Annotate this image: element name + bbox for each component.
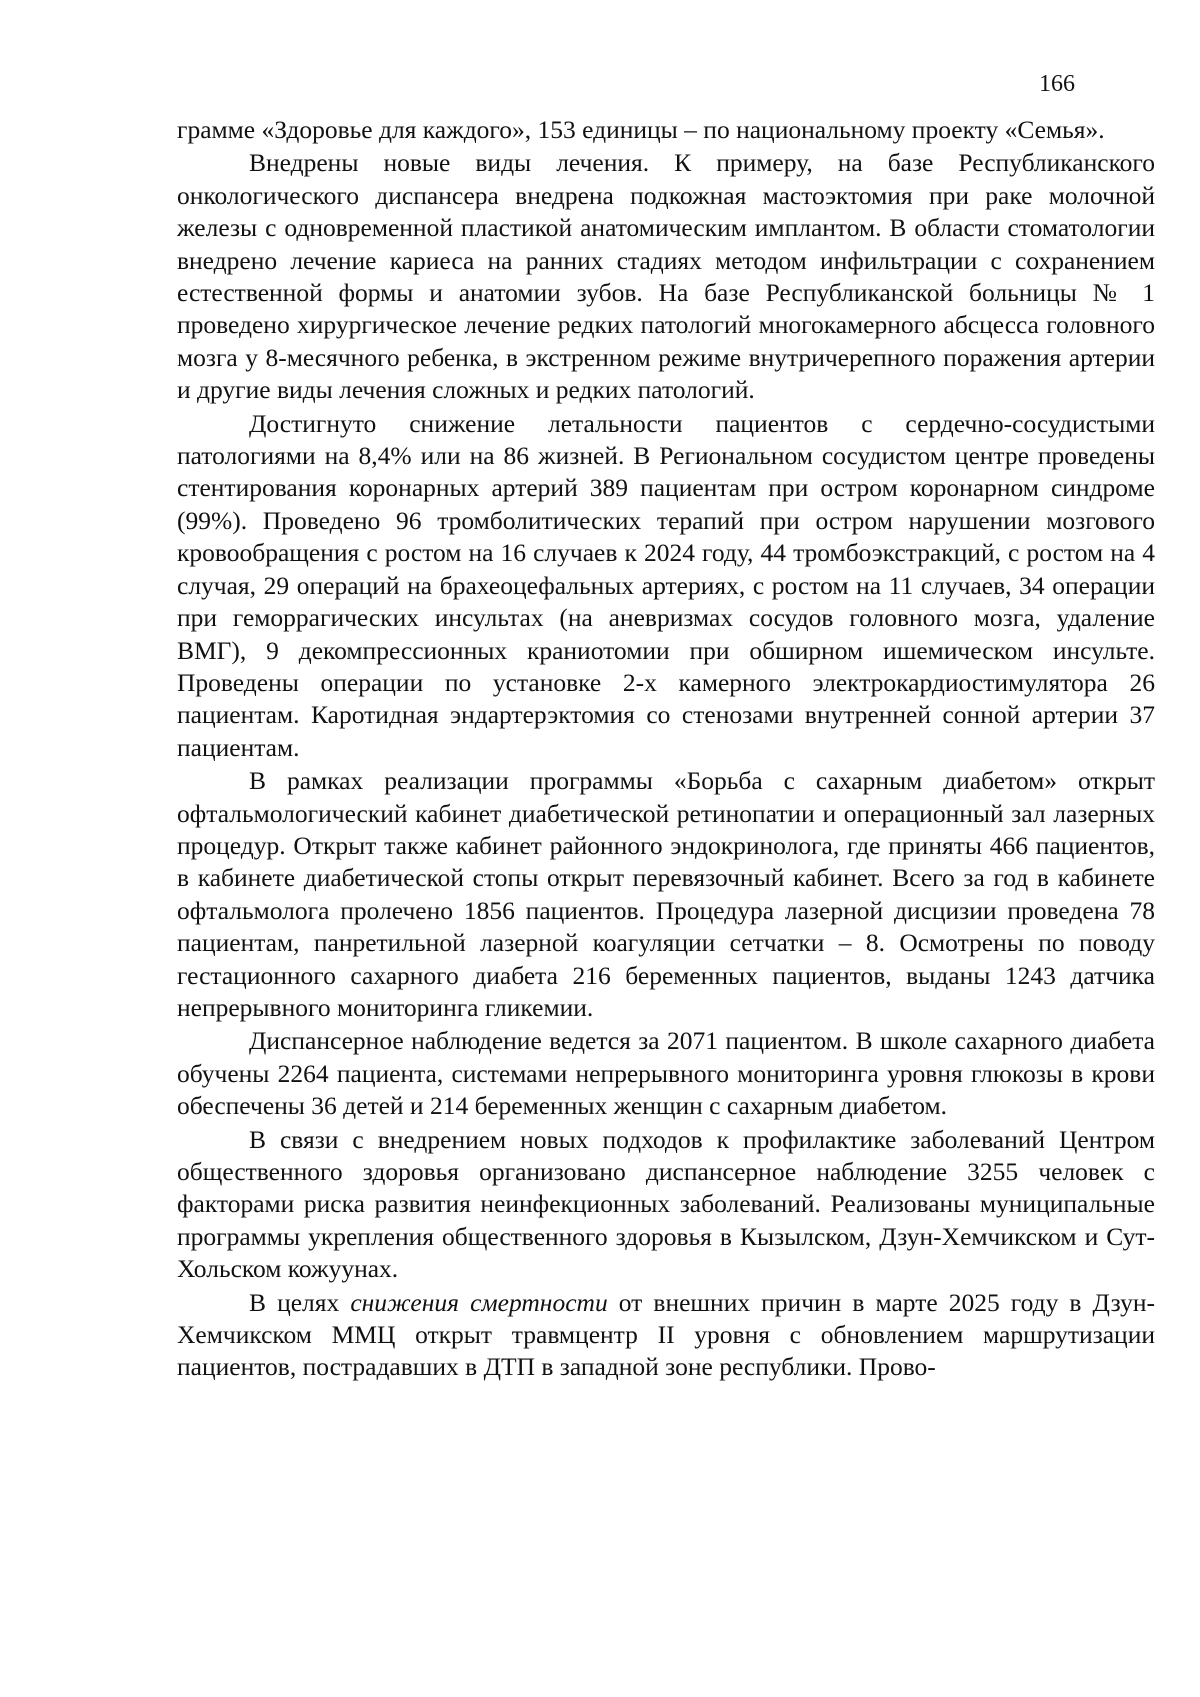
document-body	[177, 114, 1155, 1384]
paragraph-public-health: В связи с внедрением новых подходов к профилактике заболеваний Центром общественного здоровья организовано диспансерное наблюдение 3255 человек с факторами риска развития неинфекционных заболеваний. Реализованы муниципальные программы укрепления общественного здоровья в Кызылском, Дзун-Хемчикском и Сут-Хольском кожуунах.	[177, 1124, 1155, 1284]
paragraph-dispensary-observation: Диспансерное наблюдение ведется за 2071 пациентом. В школе сахарного диабета обучены 2264 пациента, системами непрерывного мониторинга уровня глюкозы в крови обеспечены 36 детей и 214 беременных женщин с сахарным диабетом.	[177, 1026, 1155, 1121]
paragraph-continuation: грамме «Здоровье для каждого», 153 единицы – по национальному проекту «Семья».	[177, 115, 1105, 144]
page-number: 166	[1039, 71, 1075, 97]
paragraph-text-end: от внешних причин в марте 2025 году в Дзун-Хемчикском ММЦ открыт травмцентр II уровня с обновлением маршрутизации пациентов, пострадавших в ДТП в западной зоне республики. Прово-	[177, 1287, 1155, 1382]
paragraph-text-start: В целях	[249, 1287, 351, 1317]
paragraph-cardiovascular: Достигнуто снижение летальности пациентов с сердечно-сосудистыми патологиями на 8,4% или на 86 жизней. В Региональном сосудистом центре проведены стентирования коронарных артерий 389 пациентам при остром коронарном синдроме (99%). Проведено 96 тромболитических терапий при остром нарушении мозгового кровообращения с ростом на 16 случаев к 2024 году, 44 тромбоэкстракций, с ростом на 4 случая, 29 операций на брахеоцефальных артериях, с ростом на 11 случаев, 34 операции при геморрагических инсультах (на аневризмах сосудов головного мозга, удаление ВМГ), 9 декомпрессионных краниотомии при обширном ишемическом инсульте. Проведены операции по установке 2-х камерного электрокардиостимулятора 26 пациентам. Каротидная эндартерэктомия со стенозами внутренней сонной артерии 37 пациентам.	[177, 408, 1155, 762]
paragraph-diabetes-program: В рамках реализации программы «Борьба с сахарным диабетом» открыт офтальмологический кабинет диабетической ретинопатии и операционный зал лазерных процедур. Открыт также кабинет районного эндокринолога, где приняты 466 пациентов, в кабинете диабетической стопы открыт перевязочный кабинет. Всего за год в кабинете офтальмолога пролечено 1856 пациентов. Процедура лазерной дисцизии проведена 78 пациентам, панретильной лазерной коагуляции сетчатки – 8. Осмотрены по поводу гестационного сахарного диабета 216 беременных пациентов, выданы 1243 датчика непрерывного мониторинга гликемии.	[177, 766, 1155, 1022]
paragraph-external-causes	[177, 1287, 1155, 1384]
emphasized-text: снижения смертности	[350, 1287, 608, 1317]
paragraph-new-treatments: Внедрены новые виды лечения. К примеру, на базе Республиканского онкологического диспансера внедрена подкожная мастоэктомия при раке молочной железы с одновременной пластикой анатомическим имплантом. В области стоматологии внедрено лечение кариеса на ранних стадиях методом инфильтрации с сохранением естественной формы и анатомии зубов. На базе Республиканской больницы № 1 проведено хирургическое лечение редких патологий многокамерного абсцесса головного мозга у 8-месячного ребенка, в экстренном режиме внутричерепного поражения артерии и другие виды лечения сложных и редких патологий.	[177, 148, 1155, 405]
